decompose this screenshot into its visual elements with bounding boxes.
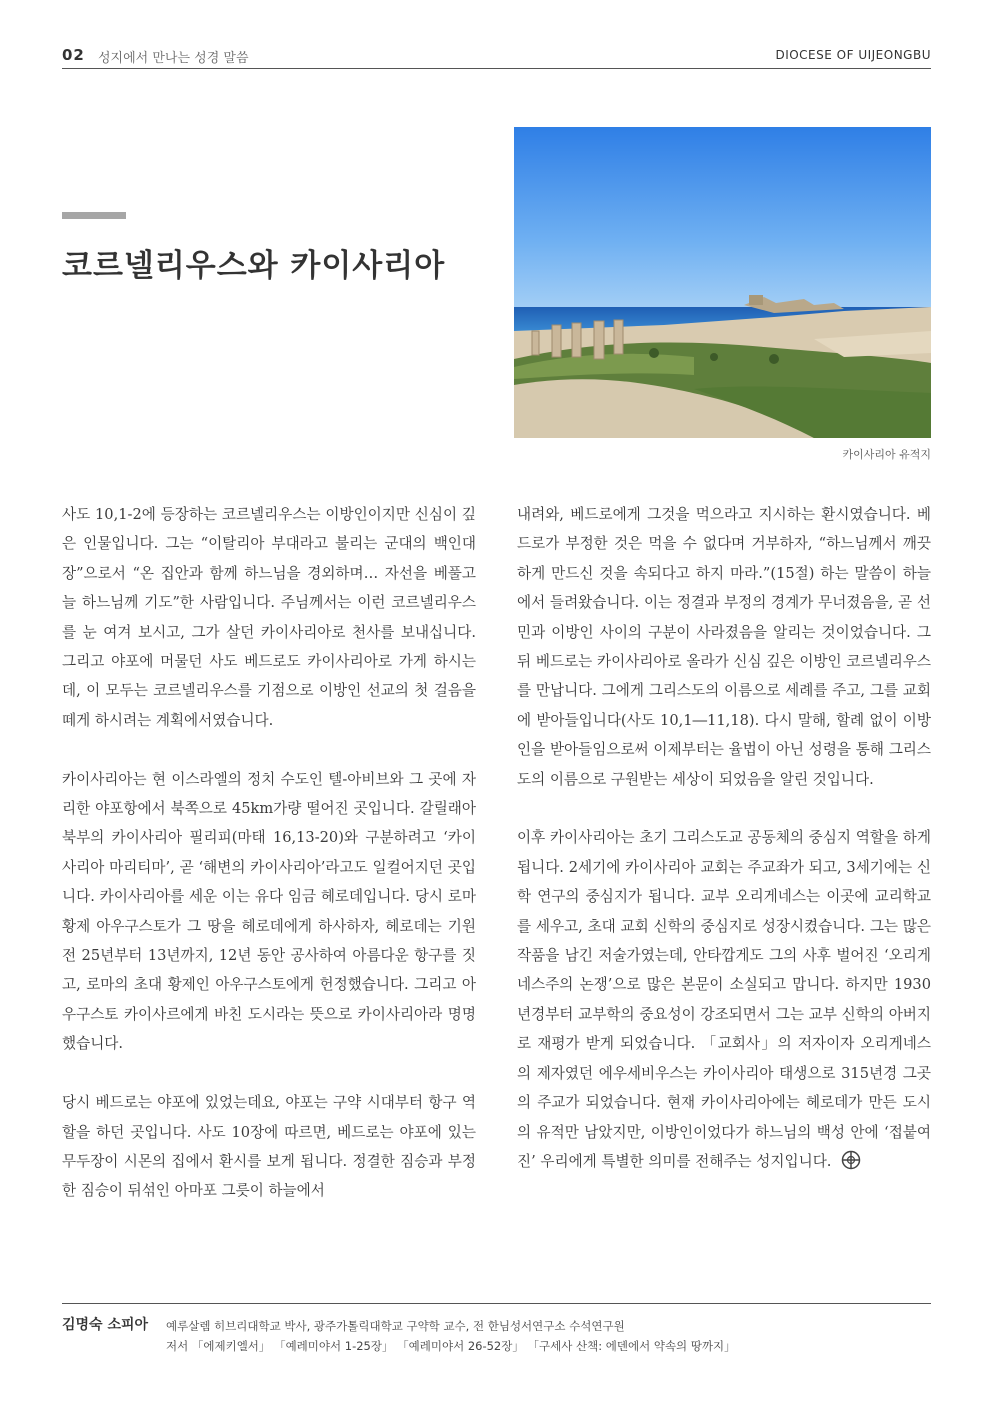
page-number: 02 <box>62 46 85 64</box>
author-name: 김명숙 소피아 <box>62 1317 149 1333</box>
publisher-name: DIOCESE OF UIJEONGBU <box>775 48 931 62</box>
author-books-line: 저서 「에제키엘서」 「예레미야서 1-25장」 「예레미야서 26-52장」 「구세사 산책: 에덴에서 약속의 땅까지」 <box>166 1339 736 1353</box>
photo-caption: 카이사리아 유적지 <box>842 448 931 461</box>
author-bio <box>166 1316 736 1356</box>
footer-divider <box>62 1303 931 1304</box>
paragraph: 사도 10,1-2에 등장하는 코르넬리우스는 이방인이지만 신심이 깊은 인물입니다. 그는 “이탈리아 부대라고 불리는 군대의 백인대장”으로서 “온 집안과 함께 하느님을 경외하며… 자선을 베풀고 늘 하느님께 기도”한 사람입니다. 주님께서는 이런 코르넬리우스를 눈 여겨 보시고, 그가 살던 카이사리아로 천사를 보내십니다. 그리고 야포에 머물던 사도 베드로도 카이사리아로 가게 하시는데, 이 모두는 코르넬리우스를 기점으로 이방인 선교의 첫 걸음을 떼게 하시려는 계획에서였습니다. <box>62 506 476 729</box>
paragraph: 카이사리아는 현 이스라엘의 정치 수도인 텔-아비브와 그 곳에 자리한 야포항에서 북쪽으로 45km가량 떨어진 곳입니다. 갈릴래아 북부의 카이사리아 필리피(마태 16,13-20)와 구분하려고 ‘카이사리아 마리티마’, 곧 ‘해변의 카이사리아’라고도 일컬어지던 곳입니다. 카이사리아를 세운 이는 유다 임금 헤로데입니다. 당시 로마 황제 아우구스토가 그 땅을 헤로데에게 하사하자, 헤로데는 기원전 25년부터 13년까지, 12년 동안 공사하여 아름다운 항구를 짓고, 로마의 초대 황제인 아우구스토에게 헌정했습니다. 그리고 아우구스토 카이사르에게 바친 도시라는 뜻으로 카이사리아라 명명했습니다. <box>62 770 476 1053</box>
author-bio-line: 예루살렘 히브리대학교 박사, 광주가톨릭대학교 구약학 교수, 전 한님성서연구소 수석연구원 <box>166 1319 625 1333</box>
article-right-column <box>517 500 931 1210</box>
paragraph: 내려와, 베드로에게 그것을 먹으라고 지시하는 환시였습니다. 베드로가 부정한 것은 먹을 수 없다며 거부하자, “하느님께서 깨끗하게 만드신 것을 속되다고 하지 마라.”(15절) 하는 말씀이 하늘에서 들려왔습니다. 이는 정결과 부정의 경계가 무너졌음을, 곧 선민과 이방인 사이의 구분이 사라졌음을 알리는 것이었습니다. 그 뒤 베드로는 카이사리아로 올라가 신심 깊은 이방인 코르넬리우스를 만납니다. 그에게 그리스도의 이름으로 세례를 주고, 그를 교회에 받아들입니다(사도 10,1―11,18). 다시 말해, 할례 없이 이방인을 받아들임으로써 이제부터는 율법이 아닌 성령을 통해 그리스도의 이름으로 구원받는 세상이 되었음을 알린 것입니다. <box>517 506 931 788</box>
article-left-column <box>62 500 476 1235</box>
article-title: 코르넬리우스와 카이사리아 <box>62 248 446 284</box>
caesarea-ruins-photo <box>514 127 931 438</box>
page-header <box>62 44 931 69</box>
section-title: 성지에서 만나는 성경 말씀 <box>98 51 249 66</box>
title-accent-bar <box>62 212 126 219</box>
paragraph-last <box>517 823 931 1180</box>
paragraph-text: 이후 카이사리아는 초기 그리스도교 공동체의 중심지 역할을 하게 됩니다. 2세기에 카이사리아 교회는 주교좌가 되고, 3세기에는 신학 연구의 중심지가 됩니다. 교부 오리게네스는 이곳에 교리학교를 세우고, 초대 교회 신학의 중심지로 성장시켰습니다. 그는 많은 작품을 남긴 저술가였는데, 안타깝게도 그의 사후 벌어진 ‘오리게네스주의 논쟁’으로 많은 본문이 소실되고 맙니다. 하지만 1930년경부터 교부학의 중요성이 강조되면서 그는 교부 신학의 아버지로 재평가 받게 되었습니다. 「교회사」의 저자이자 오리게네스의 제자였던 에우세비우스는 카이사리아 태생으로 315년경 그곳의 주교가 되었습니다. 현재 카이사리아에는 헤로데가 만든 도시의 유적만 남았지만, 이방인이었다가 하느님의 백성 안에 ‘접붙여진’ 우리에게 특별한 의미를 전해주는 성지입니다. <box>517 829 931 1170</box>
end-mark-icon <box>841 1150 861 1180</box>
paragraph: 당시 베드로는 야포에 있었는데요, 야포는 구약 시대부터 항구 역할을 하던 곳입니다. 사도 10장에 따르면, 베드로는 야포에 있는 무두장이 시몬의 집에서 환시를 보게 됩니다. 정결한 짐승과 부정한 짐승이 뒤섞인 아마포 그릇이 하늘에서 <box>62 1094 476 1200</box>
